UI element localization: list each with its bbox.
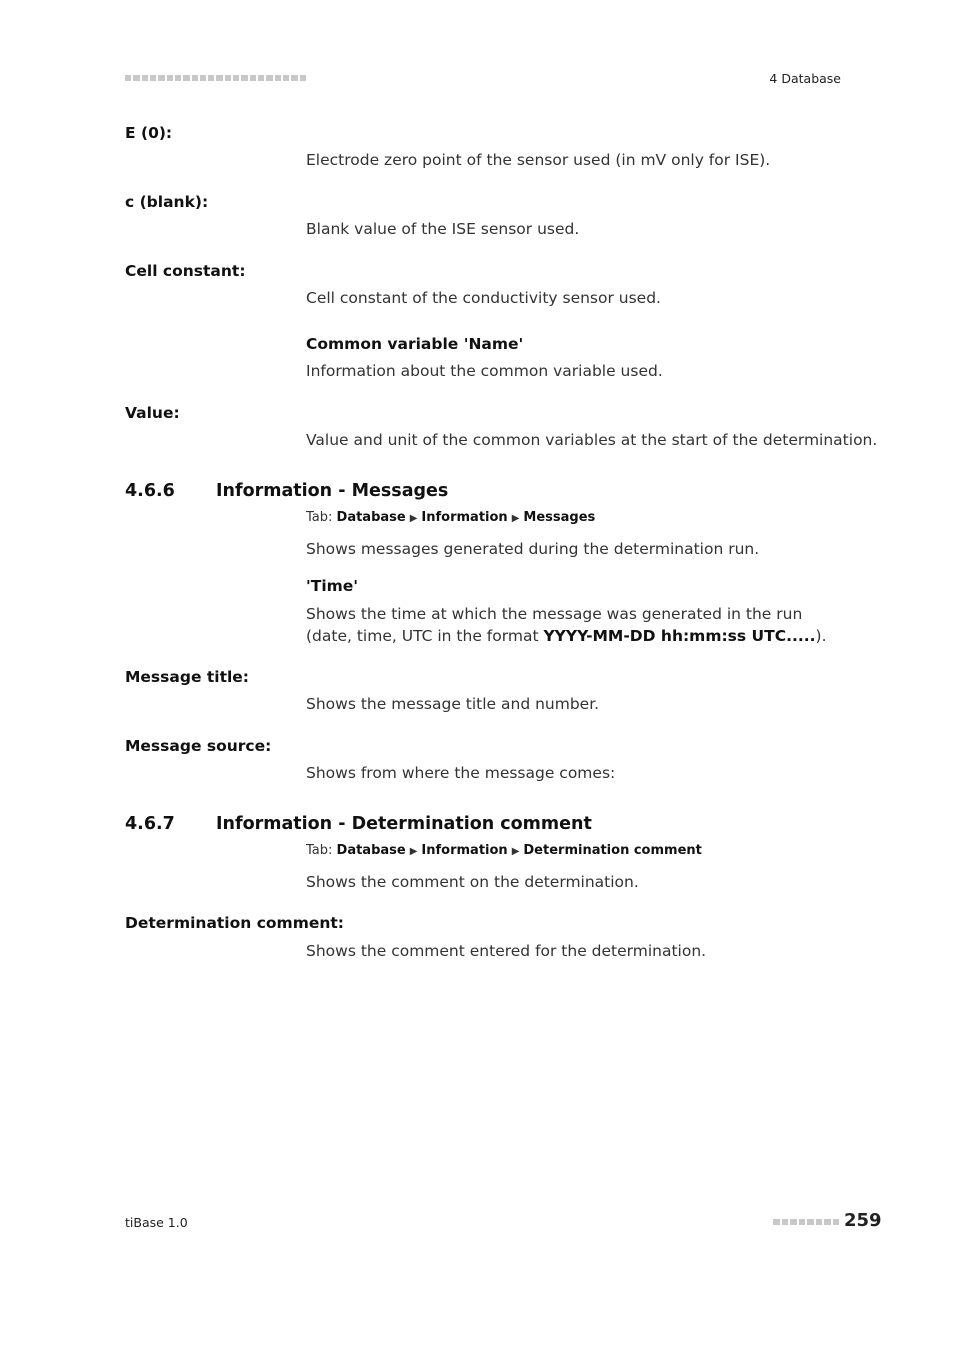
breadcrumb-item-information: Information [421, 843, 508, 858]
header-decoration [125, 75, 306, 81]
desc-determination-comment: Shows the comment entered for the determination. [306, 942, 707, 960]
term-message-title: Message title: [125, 668, 250, 686]
desc-e0: Electrode zero point of the sensor used (in mV only for ISE). [306, 151, 771, 169]
triangle-right-icon: ▶ [511, 846, 520, 857]
time-format: YYYY-MM-DD hh:mm:ss UTC..... [543, 627, 816, 645]
term-determination-comment: Determination comment: [125, 914, 344, 932]
section-title-4-6-7: Information - Determination comment [216, 814, 592, 834]
tab-breadcrumb-4-6-7 [306, 843, 702, 858]
breadcrumb-item-determination-comment: Determination comment [523, 843, 702, 858]
desc-message-source: Shows from where the message comes: [306, 764, 616, 782]
intro-4-6-7: Shows the comment on the determination. [306, 873, 639, 891]
breadcrumb-item-database: Database [336, 843, 406, 858]
triangle-right-icon: ▶ [409, 846, 418, 857]
triangle-right-icon: ▶ [409, 513, 418, 524]
heading-common-variable: Common variable 'Name' [306, 335, 524, 353]
section-number-4-6-6: 4.6.6 [125, 481, 175, 501]
desc-cell-constant: Cell constant of the conductivity sensor used. [306, 289, 661, 307]
desc-c-blank: Blank value of the ISE sensor used. [306, 220, 580, 238]
desc-time [306, 603, 846, 647]
desc-value: Value and unit of the common variables at the start of the determination. [306, 431, 878, 449]
tab-prefix: Tab: [306, 510, 333, 525]
breadcrumb-item-information: Information [421, 510, 508, 525]
section-title-4-6-6: Information - Messages [216, 481, 449, 501]
footer-decoration [773, 1219, 839, 1225]
heading-time: 'Time' [306, 577, 359, 595]
triangle-right-icon: ▶ [511, 513, 520, 524]
intro-4-6-6: Shows messages generated during the determination run. [306, 540, 760, 558]
desc-time-end: ). [815, 627, 827, 645]
tab-prefix: Tab: [306, 843, 333, 858]
section-number-4-6-7: 4.6.7 [125, 814, 175, 834]
desc-time-text: Shows the time at which the message was generated in the run (date, time, UTC in the format [306, 605, 803, 645]
breadcrumb-item-messages: Messages [523, 510, 596, 525]
tab-breadcrumb-4-6-6 [306, 510, 595, 525]
term-c-blank: c (blank): [125, 193, 209, 211]
term-e0: E (0): [125, 124, 173, 142]
term-cell-constant: Cell constant: [125, 262, 246, 280]
term-value: Value: [125, 404, 180, 422]
footer-product: tiBase 1.0 [125, 1215, 188, 1230]
term-message-source: Message source: [125, 737, 272, 755]
page-number: 259 [844, 1210, 882, 1231]
desc-message-title: Shows the message title and number. [306, 695, 600, 713]
desc-common-variable: Information about the common variable used. [306, 362, 663, 380]
chapter-header: 4 Database [769, 71, 841, 86]
breadcrumb-item-database: Database [336, 510, 406, 525]
